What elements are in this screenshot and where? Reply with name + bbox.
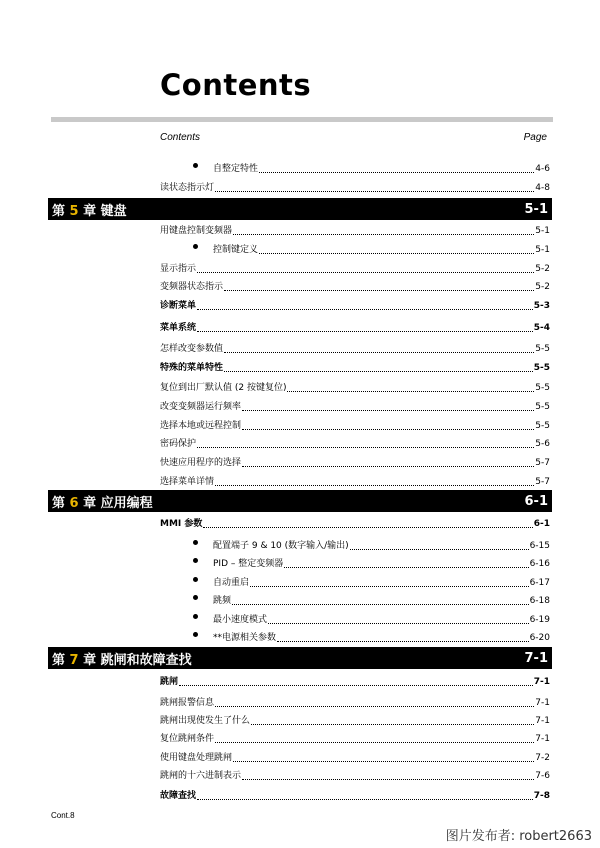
toc-entry[interactable] bbox=[160, 399, 550, 413]
toc-entry-label: 故障查找 bbox=[160, 791, 197, 801]
toc-entry-label: 改变变频器运行频率 bbox=[160, 402, 242, 412]
toc-entry-page: 7-8 bbox=[533, 791, 550, 801]
chapter-name: 章 跳闸和故障查找 bbox=[83, 652, 192, 668]
toc-entry[interactable] bbox=[160, 223, 550, 237]
toc-entry-page: 7-1 bbox=[533, 677, 550, 687]
toc-entry-page: 5-1 bbox=[535, 226, 550, 236]
dot-leader bbox=[197, 798, 533, 800]
toc-entry[interactable] bbox=[160, 380, 550, 394]
chapter-number: 7 bbox=[69, 652, 79, 668]
dot-leader bbox=[242, 428, 534, 430]
toc-entry-page: 5-5 bbox=[533, 363, 550, 373]
toc-entry[interactable] bbox=[160, 455, 550, 469]
dot-leader bbox=[197, 308, 533, 310]
dot-leader bbox=[259, 252, 534, 254]
toc-entry-page: 4-6 bbox=[535, 164, 550, 174]
page-title: Contents bbox=[160, 68, 312, 102]
toc-entry[interactable] bbox=[160, 768, 550, 782]
dot-leader bbox=[215, 705, 534, 707]
watermark: 图片发布者: robert2663 bbox=[445, 829, 592, 844]
toc-entry-page: 7-1 bbox=[535, 698, 550, 708]
toc-entry[interactable] bbox=[160, 695, 550, 709]
toc-entry-page: 5-2 bbox=[535, 264, 550, 274]
toc-entry-label: 最小速度模式 bbox=[213, 615, 268, 625]
chapter-number: 6 bbox=[69, 495, 79, 511]
toc-entry[interactable] bbox=[160, 516, 550, 530]
toc-entry[interactable] bbox=[160, 360, 550, 374]
dot-leader bbox=[203, 526, 532, 528]
toc-entry-page: 5-7 bbox=[535, 458, 550, 468]
toc-entry-label: 跳频 bbox=[213, 596, 232, 606]
chapter-page: 7-1 bbox=[524, 650, 548, 666]
toc-entry-page: 6-16 bbox=[529, 559, 550, 569]
toc-entry-page: 6-18 bbox=[529, 596, 550, 606]
toc-entry-page: 5-3 bbox=[533, 301, 550, 311]
toc-entry-label: 诊断菜单 bbox=[160, 301, 197, 311]
dot-leader bbox=[350, 548, 529, 550]
toc-entry-label: 怎样改变参数值 bbox=[160, 344, 224, 354]
toc-entry-page: 5-4 bbox=[533, 323, 550, 333]
bullet-icon bbox=[193, 595, 198, 600]
bullet-icon bbox=[193, 540, 198, 545]
toc-entry[interactable] bbox=[197, 556, 550, 570]
dot-leader bbox=[197, 271, 534, 273]
chapter-heading-chapter5[interactable] bbox=[48, 198, 552, 220]
chapter-heading-chapter7[interactable] bbox=[48, 647, 552, 669]
toc-entry[interactable] bbox=[197, 630, 550, 644]
toc-entry[interactable] bbox=[160, 713, 550, 727]
toc-entry-label: **电源相关参数 bbox=[213, 633, 277, 643]
dot-leader bbox=[242, 409, 534, 411]
toc-entry-label: 跳闸 bbox=[160, 677, 179, 687]
toc-entry[interactable] bbox=[160, 298, 550, 312]
bullet-icon bbox=[193, 614, 198, 619]
toc-entry-label: 密码保护 bbox=[160, 439, 197, 449]
dot-leader bbox=[232, 603, 529, 605]
chapter-title bbox=[52, 492, 153, 511]
toc-entry-page: 5-6 bbox=[535, 439, 550, 449]
toc-entry-label: 自整定特性 bbox=[213, 164, 259, 174]
dot-leader bbox=[233, 233, 534, 235]
dot-leader bbox=[233, 760, 534, 762]
chapter-number: 5 bbox=[69, 203, 79, 219]
toc-entry-label: 用键盘控制变频器 bbox=[160, 226, 233, 236]
toc-entry-label: 跳闸的十六进制表示 bbox=[160, 771, 242, 781]
toc-entry-page: 7-6 bbox=[535, 771, 550, 781]
footer-page-label: Cont.8 bbox=[51, 811, 75, 820]
dot-leader bbox=[224, 370, 533, 372]
dot-leader bbox=[215, 484, 534, 486]
toc-entry-page: 5-5 bbox=[535, 402, 550, 412]
toc-entry-page: 6-15 bbox=[529, 541, 550, 551]
dot-leader bbox=[242, 465, 534, 467]
toc-entry-page: 6-20 bbox=[529, 633, 550, 643]
dot-leader bbox=[284, 566, 528, 568]
chapter-title bbox=[52, 200, 127, 219]
toc-entry-label: 快速应用程序的选择 bbox=[160, 458, 242, 468]
chapter-page: 6-1 bbox=[524, 493, 548, 509]
toc-entry[interactable] bbox=[160, 180, 550, 194]
dot-leader bbox=[242, 778, 534, 780]
bullet-icon bbox=[193, 632, 198, 637]
toc-entry-label: 配置端子 9 & 10 (数字输入/输出) bbox=[213, 541, 349, 551]
chapter-heading-chapter6[interactable] bbox=[48, 490, 552, 512]
toc-entry-label: 控制键定义 bbox=[213, 245, 259, 255]
dot-leader bbox=[277, 640, 529, 642]
toc-entry-label: 复位跳闸条件 bbox=[160, 734, 215, 744]
toc-entry-label: 自动重启 bbox=[213, 578, 250, 588]
toc-entry-label: PID – 整定变频器 bbox=[213, 559, 284, 569]
bullet-icon bbox=[193, 577, 198, 582]
dot-leader bbox=[224, 289, 534, 291]
dot-leader bbox=[197, 330, 533, 332]
toc-entry-page: 6-19 bbox=[529, 615, 550, 625]
toc-entry-page: 7-1 bbox=[535, 716, 550, 726]
toc-entry[interactable] bbox=[160, 320, 550, 334]
toc-entry-label: 变频器状态指示 bbox=[160, 282, 224, 292]
chapter-name: 章 应用编程 bbox=[83, 495, 153, 511]
chapter-title bbox=[52, 649, 192, 668]
dot-leader bbox=[179, 684, 533, 686]
toc-entry[interactable] bbox=[197, 593, 550, 607]
column-header-contents: Contents bbox=[160, 132, 201, 143]
chapter-page: 5-1 bbox=[524, 201, 548, 217]
toc-entry-label: 跳闸报警信息 bbox=[160, 698, 215, 708]
toc-entry[interactable] bbox=[160, 674, 550, 688]
dot-leader bbox=[251, 723, 534, 725]
toc-entry[interactable] bbox=[160, 788, 550, 802]
dot-leader bbox=[250, 585, 529, 587]
title-rule bbox=[51, 117, 553, 122]
toc-entry-label: MMI 参数 bbox=[160, 519, 203, 529]
toc-entry-label: 特殊的菜单特性 bbox=[160, 363, 224, 373]
bullet-icon bbox=[193, 244, 198, 249]
toc-entry-page: 5-7 bbox=[535, 477, 550, 487]
chapter-prefix: 第 bbox=[52, 652, 66, 668]
toc-entry-label: 跳闸出现使发生了什么 bbox=[160, 716, 251, 726]
toc-entry-page: 5-1 bbox=[535, 245, 550, 255]
dot-leader bbox=[215, 190, 534, 192]
toc-entry[interactable] bbox=[197, 575, 550, 589]
toc-entry[interactable] bbox=[160, 731, 550, 745]
toc-entry[interactable] bbox=[197, 242, 550, 256]
dot-leader bbox=[215, 741, 534, 743]
toc-entry[interactable] bbox=[197, 161, 550, 175]
toc-entry-page: 6-1 bbox=[533, 519, 550, 529]
toc-entry[interactable] bbox=[160, 436, 550, 450]
toc-entry-page: 7-2 bbox=[535, 753, 550, 763]
toc-entry[interactable] bbox=[160, 261, 550, 275]
toc-entry-label: 复位到出厂默认值 (2 按键复位) bbox=[160, 383, 287, 393]
toc-entry-label: 菜单系统 bbox=[160, 323, 197, 333]
toc-entry[interactable] bbox=[197, 538, 550, 552]
toc-entry-page: 5-5 bbox=[535, 344, 550, 354]
bullet-icon bbox=[193, 558, 198, 563]
dot-leader bbox=[259, 171, 534, 173]
dot-leader bbox=[224, 351, 534, 353]
toc-entry-page: 7-1 bbox=[535, 734, 550, 744]
dot-leader bbox=[197, 446, 534, 448]
toc-entry-page: 4-8 bbox=[535, 183, 550, 193]
dot-leader bbox=[268, 622, 529, 624]
chapter-prefix: 第 bbox=[52, 203, 66, 219]
toc-entry[interactable] bbox=[160, 750, 550, 764]
toc-entry[interactable] bbox=[160, 341, 550, 355]
toc-entry-page: 5-5 bbox=[535, 383, 550, 393]
toc-entry-page: 6-17 bbox=[529, 578, 550, 588]
toc-entry[interactable] bbox=[160, 418, 550, 432]
toc-entry-label: 显示指示 bbox=[160, 264, 197, 274]
toc-entry-label: 读状态指示灯 bbox=[160, 183, 215, 193]
toc-entry-label: 使用键盘处理跳闸 bbox=[160, 753, 233, 763]
toc-entry[interactable] bbox=[160, 279, 550, 293]
bullet-icon bbox=[193, 163, 198, 168]
dot-leader bbox=[287, 390, 534, 392]
toc-entry-label: 选择菜单详情 bbox=[160, 477, 215, 487]
chapter-name: 章 键盘 bbox=[83, 203, 127, 219]
toc-entry-label: 选择本地或远程控制 bbox=[160, 421, 242, 431]
toc-entry-page: 5-2 bbox=[535, 282, 550, 292]
toc-entry-page: 5-5 bbox=[535, 421, 550, 431]
toc-entry[interactable] bbox=[160, 474, 550, 488]
toc-entry[interactable] bbox=[197, 612, 550, 626]
chapter-prefix: 第 bbox=[52, 495, 66, 511]
column-header-page: Page bbox=[523, 132, 547, 143]
